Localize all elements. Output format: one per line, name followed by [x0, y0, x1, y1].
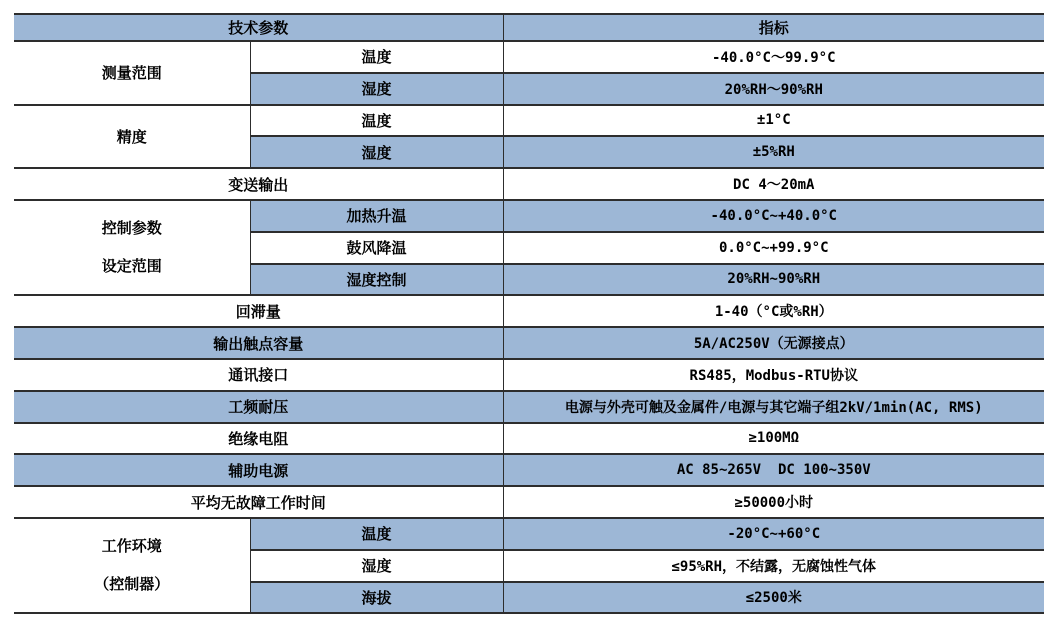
group-cell-control-param-range: [14, 200, 250, 295]
value-cell-power-freq-withstand: 电源与外壳可触及金属件/电源与其它端子组2kV/1min(AC, RMS): [503, 391, 1044, 423]
value-cell-heating-up: -40.0°C~+40.0°C: [503, 200, 1044, 232]
value-cell-comm-interface: RS485，Modbus-RTU协议: [503, 359, 1044, 391]
group-line-2: （控制器）: [94, 575, 170, 593]
label-cell-humidity: 湿度: [250, 73, 503, 105]
label-cell-temperature: 温度: [250, 105, 503, 137]
label-cell-heating-up: 加热升温: [250, 200, 503, 232]
label-cell-hysteresis: 回滞量: [14, 295, 503, 327]
group-cell-accuracy: 精度: [14, 105, 250, 169]
value-cell-accuracy-temperature: ±1°C: [503, 105, 1044, 137]
group-cell-working-environment: [14, 518, 250, 613]
label-cell-temperature: 温度: [250, 41, 503, 73]
label-cell-output-contact-capacity: 输出触点容量: [14, 327, 503, 359]
value-cell-blower-cooling: 0.0°C~+99.9°C: [503, 232, 1044, 264]
label-cell-blower-cooling: 鼓风降温: [250, 232, 503, 264]
group-line-2: 设定范围: [101, 257, 162, 275]
spec-table: [14, 13, 1044, 614]
value-cell-env-temperature: -20°C~+60°C: [503, 518, 1044, 550]
label-cell-altitude: 海拔: [250, 582, 503, 614]
value-cell-transmit-output: DC 4～20mA: [503, 168, 1044, 200]
label-cell-temperature: 温度: [250, 518, 503, 550]
group-cell-measure-range: 测量范围: [14, 41, 250, 105]
header-cell-indicator: 指标: [503, 14, 1044, 41]
label-cell-comm-interface: 通讯接口: [14, 359, 503, 391]
value-cell-env-humidity: ≤95%RH，不结露，无腐蚀性气体: [503, 550, 1044, 582]
header-cell-parameters: 技术参数: [14, 14, 503, 41]
value-cell-humidity-control: 20%RH~90%RH: [503, 264, 1044, 296]
value-cell-aux-power: AC 85~265V DC 100~350V: [503, 454, 1044, 486]
value-cell-output-contact-capacity: 5A/AC250V（无源接点）: [503, 327, 1044, 359]
label-cell-power-freq-withstand: 工频耐压: [14, 391, 503, 423]
value-cell-hysteresis: 1-40（°C或%RH）: [503, 295, 1044, 327]
label-cell-transmit-output: 变送输出: [14, 168, 503, 200]
label-cell-humidity: 湿度: [250, 550, 503, 582]
value-cell-measure-temperature: -40.0°C～99.9°C: [503, 41, 1044, 73]
group-line-1: 工作环境: [101, 537, 162, 555]
value-cell-mtbf: ≥50000小时: [503, 486, 1044, 518]
label-cell-insulation-resistance: 绝缘电阻: [14, 423, 503, 455]
label-cell-aux-power: 辅助电源: [14, 454, 503, 486]
value-cell-accuracy-humidity: ±5%RH: [503, 136, 1044, 168]
label-cell-mtbf: 平均无故障工作时间: [14, 486, 503, 518]
group-line-1: 控制参数: [101, 219, 162, 237]
label-cell-humidity: 湿度: [250, 136, 503, 168]
value-cell-measure-humidity: 20%RH～90%RH: [503, 73, 1044, 105]
value-cell-insulation-resistance: ≥100MΩ: [503, 423, 1044, 455]
label-cell-humidity-control: 湿度控制: [250, 264, 503, 296]
value-cell-altitude: ≤2500米: [503, 582, 1044, 614]
